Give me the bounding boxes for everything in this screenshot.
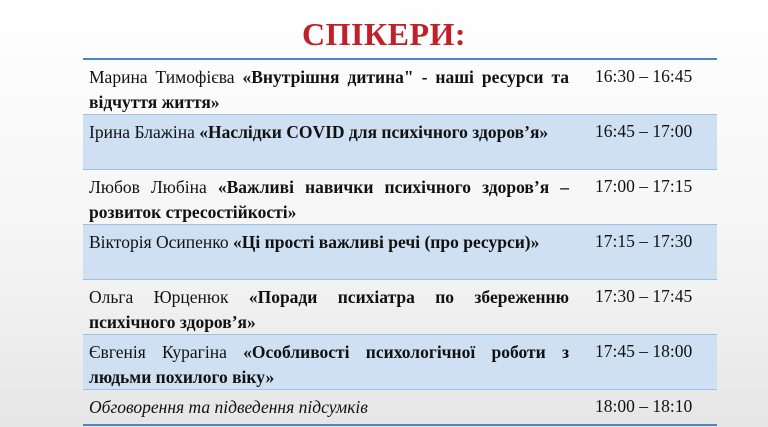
speaker-name: Ольга Юрценюк bbox=[89, 287, 249, 307]
session-description bbox=[83, 115, 585, 169]
speaker-name: Марина Тимофієва bbox=[89, 67, 243, 87]
table-row bbox=[83, 335, 717, 390]
table-row bbox=[83, 170, 717, 225]
speaker-name: Євгенія Курагіна bbox=[89, 342, 244, 362]
session-description bbox=[83, 60, 585, 114]
closing-description: Обговорення та підведення підсумків bbox=[89, 397, 368, 417]
page-title: СПІКЕРИ: bbox=[301, 16, 467, 52]
speaker-name: Ірина Блажіна bbox=[89, 122, 200, 142]
table-row bbox=[83, 60, 717, 115]
session-description bbox=[83, 225, 585, 279]
session-time: 17:00 – 17:15 bbox=[595, 176, 693, 196]
table-row-closing bbox=[83, 390, 717, 426]
session-time: 17:15 – 17:30 bbox=[595, 231, 693, 251]
session-topic: «Важливі навички психічного здоров’я – розвиток стресостійкості» bbox=[89, 177, 569, 222]
session-topic: «Особливості психологічної роботи з людьми похилого віку» bbox=[89, 342, 569, 387]
table-row bbox=[83, 225, 717, 280]
table-row bbox=[83, 280, 717, 335]
session-description bbox=[83, 335, 585, 389]
table-row bbox=[83, 115, 717, 170]
schedule-table bbox=[83, 58, 717, 426]
session-description bbox=[83, 280, 585, 334]
session-time: 16:45 – 17:00 bbox=[595, 121, 693, 141]
session-topic: «Наслідки COVID для психічного здоров’я» bbox=[199, 122, 549, 142]
speaker-name: Вікторія Осипенко bbox=[89, 232, 234, 252]
session-time: 17:45 – 18:00 bbox=[595, 341, 693, 361]
session-time: 16:30 – 16:45 bbox=[595, 66, 693, 86]
session-topic: «Поради психіатра по збереженню психічного здоров’я» bbox=[89, 287, 569, 332]
session-topic: «Ці прості важливі речі (про ресурси)» bbox=[233, 232, 540, 252]
closing-time: 18:00 – 18:10 bbox=[595, 396, 693, 416]
session-topic: «Внутрішня дитина" - наші ресурси та відчуття життя» bbox=[89, 67, 569, 112]
session-description bbox=[83, 170, 585, 224]
speaker-name: Любов Любіна bbox=[89, 177, 218, 197]
session-time: 17:30 – 17:45 bbox=[595, 286, 693, 306]
